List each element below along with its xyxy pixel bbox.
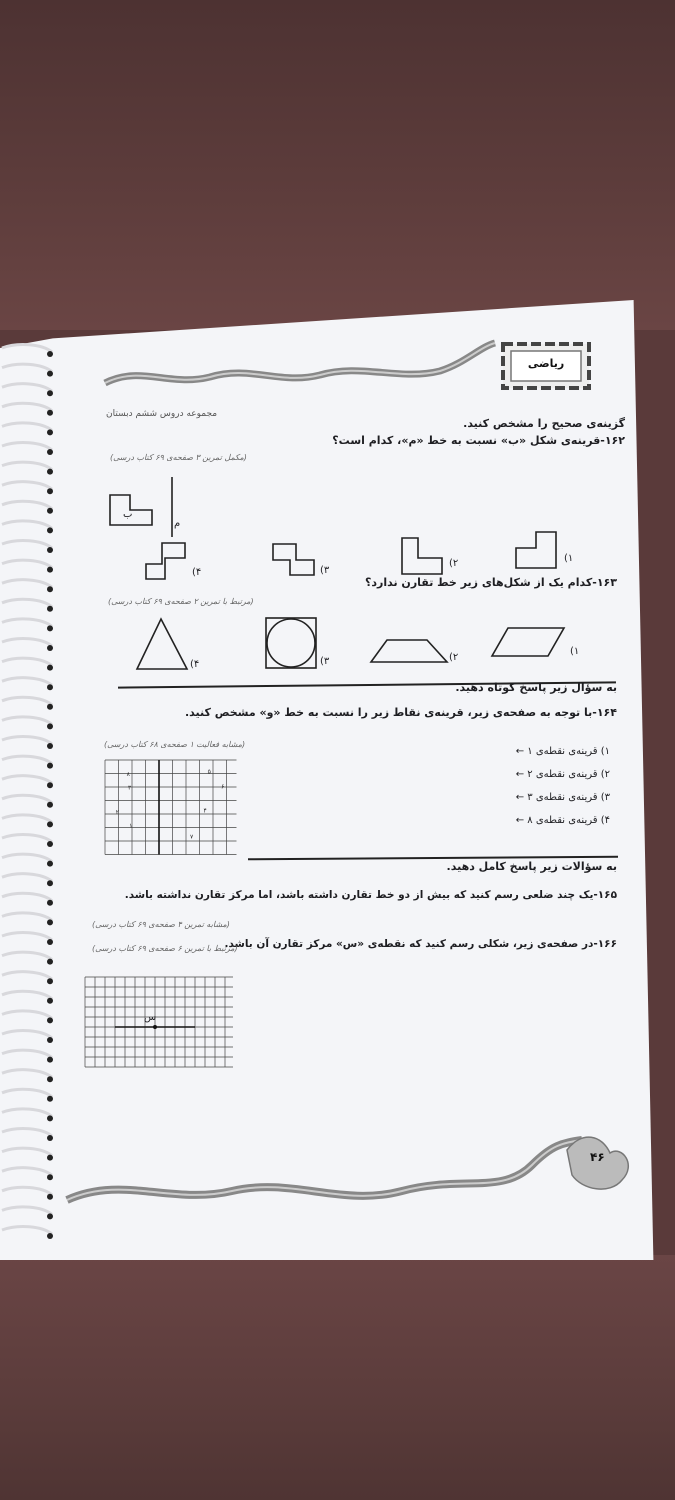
subject-label: ریاضی	[527, 357, 565, 370]
q163-option4[interactable]: ۴)	[190, 659, 200, 670]
center-point	[153, 1025, 157, 1029]
q162-option3[interactable]: ۳)	[320, 565, 330, 576]
q162-option2-shape	[398, 534, 450, 578]
q163-option4-shape	[133, 615, 193, 673]
spiral-coil	[2, 521, 53, 533]
q163-option3-shape	[262, 614, 320, 672]
q162-reference-figure	[105, 475, 195, 540]
q162-option3-shape	[270, 540, 320, 580]
spiral-coil	[2, 345, 53, 357]
spiral-coil	[2, 1129, 53, 1141]
spiral-coil	[2, 678, 53, 690]
decorative-ribbon-bottom	[62, 1125, 642, 1215]
spiral-coil	[2, 1227, 53, 1239]
spiral-coil	[2, 403, 53, 415]
grid-point-label: ۸	[126, 771, 130, 779]
q162-text: ۱۶۲-قرینه‌ی شکل «ب» نسبت به خط «م»، کدام است؟	[332, 434, 625, 447]
grid-point-label: ۱	[129, 822, 133, 830]
grid-point-label: ۴	[203, 807, 207, 815]
q163-option1[interactable]: ۱)	[570, 646, 580, 657]
page-number: ۴۶	[590, 1150, 605, 1164]
grid-point-label: ۶	[221, 783, 225, 791]
spiral-coil	[2, 776, 53, 788]
spiral-coil	[2, 874, 53, 886]
spiral-coil	[2, 972, 53, 984]
spiral-coil	[2, 795, 53, 807]
grid-point-label: ۲	[115, 809, 120, 816]
q164-item-2: ۲) قرینه‌ی نقطه‌ی ۲ ←	[515, 769, 610, 780]
spiral-coil	[2, 1148, 53, 1160]
spiral-coil	[2, 756, 53, 768]
spiral-coil	[2, 913, 53, 925]
q163-option2-shape	[367, 636, 451, 666]
section1-heading: گزینه‌ی صحیح را مشخص کنید.	[463, 417, 625, 430]
spiral-coil	[2, 893, 53, 905]
series-title: مجموعه دروس ششم دبستان	[106, 409, 218, 419]
spiral-coil	[2, 1089, 53, 1101]
q162-option1[interactable]: ۱)	[564, 553, 574, 564]
decorative-ribbon-top	[100, 335, 500, 395]
q162-option4-shape	[140, 540, 190, 582]
grid-point-label: ۷	[190, 833, 194, 841]
spiral-coil	[2, 1050, 53, 1062]
q164-item-4: ۴) قرینه‌ی نقطه‌ی ۸ ←	[515, 815, 610, 826]
section3-heading: به سؤالات زیر پاسخ کامل دهید.	[446, 860, 617, 873]
spiral-coil	[2, 717, 53, 729]
spiral-coil	[2, 1031, 53, 1043]
spiral-coil	[2, 580, 53, 592]
spiral-coil	[2, 619, 53, 631]
section2-heading: به سؤال زیر پاسخ کوتاه دهید.	[455, 681, 617, 694]
q162-shape-label: ب	[123, 509, 133, 520]
q162-option4[interactable]: ۴)	[192, 567, 202, 578]
spiral-coil	[2, 1070, 53, 1082]
q164-text: ۱۶۴-با توجه به صفحه‌ی زیر، قرینه‌ی نقاط زیر را نسبت به خط «و» مشخص کنید.	[184, 706, 617, 719]
spiral-coil	[2, 384, 53, 396]
q162-line-label: م	[174, 518, 181, 529]
spiral-coil	[2, 541, 53, 553]
spiral-coil	[2, 737, 53, 749]
spiral-coil	[2, 639, 53, 651]
q164-item-1: ۱) قرینه‌ی نقطه‌ی ۱ ←	[515, 746, 610, 757]
spiral-coil	[2, 1109, 53, 1121]
spiral-coil	[2, 1168, 53, 1180]
q162-option1-shape	[512, 528, 562, 572]
grid-point-label: ۳	[127, 784, 132, 792]
q166-grid	[80, 965, 235, 1077]
spiral-coil	[2, 991, 53, 1003]
q164-grid	[100, 752, 240, 857]
q165-text: ۱۶۵-یک چند ضلعی رسم کنید که بیش از دو خط تقارن داشته باشد، اما مرکز تقارن نداشته باشد.	[124, 889, 617, 901]
spiral-coil	[2, 658, 53, 670]
q166-point-label: س	[144, 1012, 157, 1023]
spiral-coil	[2, 1207, 53, 1219]
desk-background-top	[0, 0, 675, 330]
q164-item-3: ۳) قرینه‌ی نقطه‌ی ۳ ←	[515, 792, 610, 803]
spiral-coil	[2, 1011, 53, 1023]
spiral-coil	[2, 697, 53, 709]
spiral-coil	[2, 482, 53, 494]
spiral-coil	[2, 854, 53, 866]
q162-note: (مکمل تمرین ۳ صفحه‌ی ۶۹ کتاب درسی)	[110, 453, 247, 462]
spiral-coil	[2, 599, 53, 611]
spiral-coil	[2, 560, 53, 572]
spiral-coil	[2, 952, 53, 964]
grid-point-label: ۵	[207, 768, 211, 776]
q163-note: (مرتبط با تمرین ۲ صفحه‌ی ۶۹ کتاب درسی)	[108, 597, 254, 606]
q166-note: (مرتبط با تمرین ۶ صفحه‌ی ۶۹ کتاب درسی)	[92, 944, 238, 953]
spiral-coil	[2, 501, 53, 513]
spiral-binding	[0, 340, 60, 1260]
desk-background-bottom	[0, 1255, 675, 1500]
spiral-coil	[2, 815, 53, 827]
spiral-coil	[2, 443, 53, 455]
spiral-coil	[2, 462, 53, 474]
q166-text: ۱۶۶-در صفحه‌ی زیر، شکلی رسم کنید که نقطه‌ی «س» مرکز تقارن آن باشد.	[224, 938, 617, 950]
q163-text: ۱۶۳-کدام یک از شکل‌های زیر خط تقارن ندارد؟	[364, 576, 617, 589]
spiral-coil	[2, 835, 53, 847]
spiral-coil	[2, 423, 53, 435]
spiral-coil	[2, 364, 53, 376]
q165-note: (مشابه تمرین ۴ صفحه‌ی ۶۹ کتاب درسی)	[92, 920, 230, 929]
q163-option1-shape	[488, 624, 568, 660]
spiral-coil	[2, 933, 53, 945]
q164-note: (مشابه فعالیت ۱ صفحه‌ی ۶۸ کتاب درسی)	[104, 740, 246, 749]
q162-option2[interactable]: ۲)	[449, 558, 459, 569]
spiral-coil	[2, 1187, 53, 1199]
q163-option3[interactable]: ۳)	[320, 656, 330, 667]
q163-option2[interactable]: ۲)	[449, 652, 459, 663]
